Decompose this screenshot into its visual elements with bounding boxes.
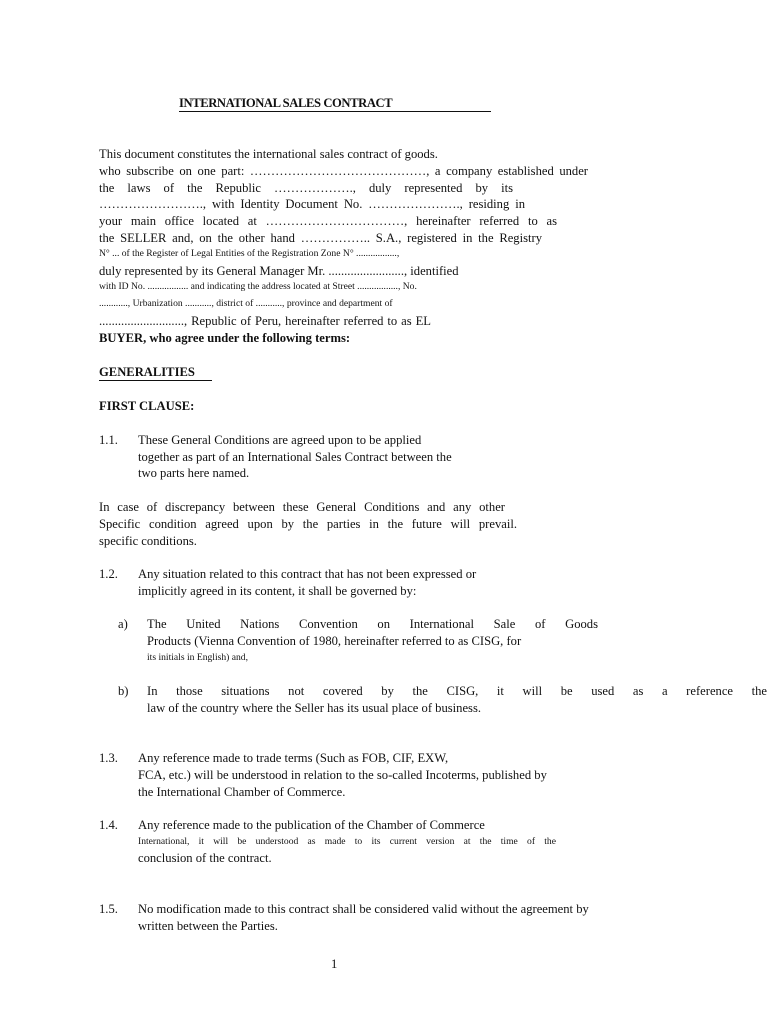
generalities-heading: GENERALITIES bbox=[99, 364, 212, 381]
intro-line-6: the SELLER and, on the other hand …………….. S.A., registered in the Registry bbox=[99, 231, 542, 245]
intro-line-3: the laws of the Republic ………………., duly represented by its bbox=[99, 181, 513, 195]
clause-1-3-line-2: FCA, etc.) will be understood in relation to the so-called Incoterms, published by bbox=[138, 768, 547, 782]
intro-line-7: N° ... of the Register of Legal Entities of the Registration Zone N° ................., bbox=[99, 248, 400, 259]
item-a-line-3: its initials in English) and, bbox=[147, 652, 248, 663]
clause-1-2-line-2: implicitly agreed in its content, it shall be governed by: bbox=[138, 584, 417, 598]
clause-1-1-number: 1.1. bbox=[99, 433, 118, 447]
intro-line-1: This document constitutes the international sales contract of goods. bbox=[99, 147, 438, 161]
intro-line-12: BUYER, who agree under the following terms: bbox=[99, 331, 351, 345]
intro-line-2: who subscribe on one part: ……………………………………, a company established under bbox=[99, 164, 588, 178]
clause-1-5-number: 1.5. bbox=[99, 902, 118, 916]
clause-1-5-line-2: written between the Parties. bbox=[138, 919, 278, 933]
clause-1-1-line-3: two parts here named. bbox=[138, 466, 250, 480]
item-b-label: b) bbox=[118, 684, 129, 698]
clause-1-4-line-1: Any reference made to the publication of the Chamber of Commerce bbox=[138, 818, 485, 832]
clause-1-3-line-1: Any reference made to trade terms (Such as FOB, CIF, EXW, bbox=[138, 751, 449, 765]
document-title: INTERNATIONAL SALES CONTRACT bbox=[179, 95, 491, 112]
intro-line-11: ..........................., Republic of Peru, hereinafter referred to as EL bbox=[99, 314, 431, 328]
clause-1-1-line-2: together as part of an International Sales Contract between the bbox=[138, 450, 452, 464]
clause-1-4-line-3: conclusion of the contract. bbox=[138, 851, 272, 865]
item-a-line-2: Products (Vienna Convention of 1980, hereinafter referred to as CISG, for bbox=[147, 634, 522, 648]
intro-line-9: with ID No. ................. and indicating the address located at Street ................., No. bbox=[99, 281, 417, 292]
discrepancy-line-2: Specific condition agreed upon by the parties in the future will prevail. bbox=[99, 517, 517, 531]
clause-1-2-number: 1.2. bbox=[99, 567, 118, 581]
clause-1-3-line-3: the International Chamber of Commerce. bbox=[138, 785, 346, 799]
intro-line-5: your main office located at ……………………………, hereinafter referred to as bbox=[99, 214, 557, 228]
page-number: 1 bbox=[331, 957, 338, 971]
item-b-line-2: law of the country where the Seller has its usual place of business. bbox=[147, 701, 481, 715]
intro-line-8: duly represented by its General Manager Mr. ........................, identified bbox=[99, 264, 459, 278]
item-a-label: a) bbox=[118, 617, 128, 631]
clause-1-4-number: 1.4. bbox=[99, 818, 118, 832]
item-b-line-1: In those situations not covered by the CISG, it will be used as a reference the bbox=[147, 684, 767, 698]
intro-line-10: ............, Urbanization ..........., district of ..........., province and department of bbox=[99, 298, 393, 309]
clause-1-1-line-1: These General Conditions are agreed upon to be applied bbox=[138, 433, 422, 447]
first-clause-heading: FIRST CLAUSE: bbox=[99, 399, 195, 413]
discrepancy-line-3: specific conditions. bbox=[99, 534, 197, 548]
item-a-line-1: The United Nations Convention on International Sale of Goods bbox=[147, 617, 598, 631]
clause-1-4-line-2: International, it will be understood as made to its current version at the time of the bbox=[138, 836, 556, 847]
intro-line-4: ……………………., with Identity Document No. …………………., residing in bbox=[99, 197, 525, 211]
clause-1-2-line-1: Any situation related to this contract that has not been expressed or bbox=[138, 567, 477, 581]
discrepancy-line-1: In case of discrepancy between these General Conditions and any other bbox=[99, 500, 505, 514]
clause-1-3-number: 1.3. bbox=[99, 751, 118, 765]
clause-1-5-line-1: No modification made to this contract shall be considered valid without the agreement by bbox=[138, 902, 589, 916]
